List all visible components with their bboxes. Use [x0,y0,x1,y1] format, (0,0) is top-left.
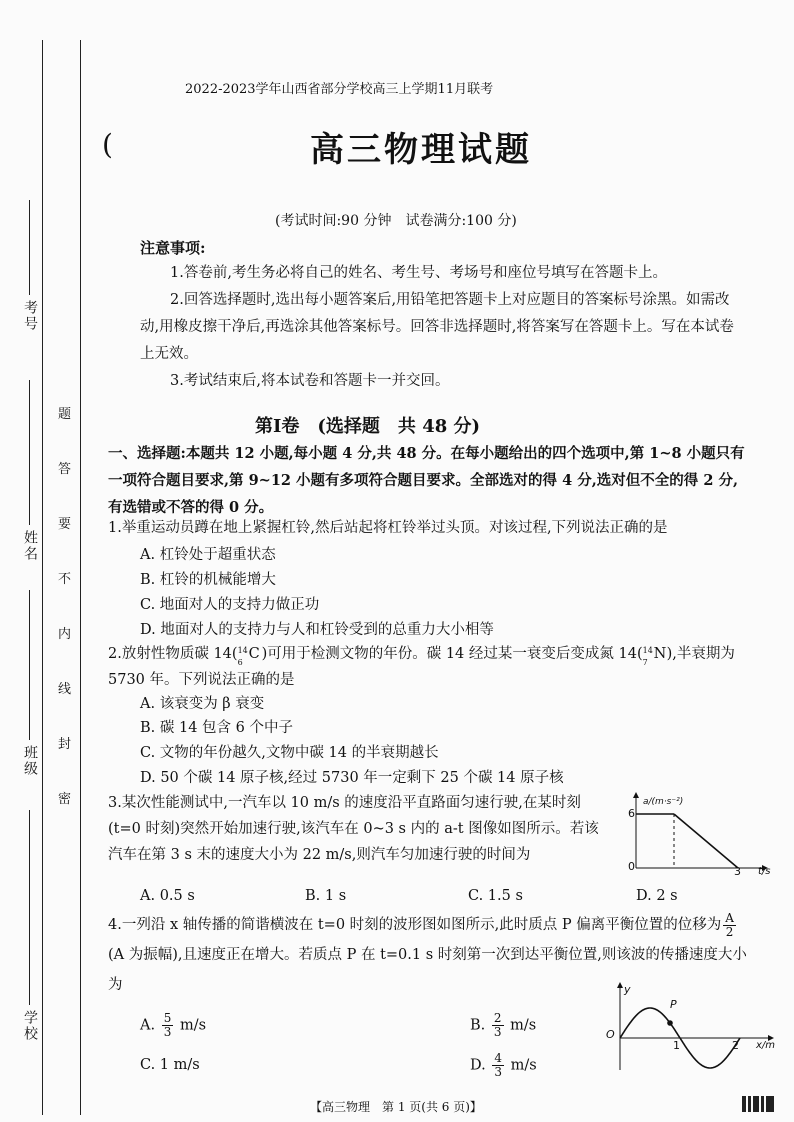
option-unit: m/s [510,1017,537,1034]
seal-char: 内 [58,627,72,642]
q1-stem: 1.举重运动员蹲在地上紧握杠铃,然后站起将杠铃举过头顶。对该过程,下列说法正确的是 [108,520,668,536]
xingming-label: 姓名 [22,530,38,562]
q3-option-c: C. 1.5 s [468,888,523,904]
seal-char: 要 [58,517,72,532]
fraction-den: 2 [725,924,734,939]
q2-option-d: D. 50 个碳 14 原子核,经过 5730 年一定剩下 25 个碳 14 原子核 [140,770,564,786]
q4-option-b [470,1012,536,1039]
q4-ylabel: y [624,983,631,996]
q2-option-c: C. 文物的年份越久,文物中碳 14 的半衰期越长 [140,745,439,761]
q2-stem-c: ),半衰期为 5730 年。下列说法正确的是 [108,646,735,688]
q4-displacement-fraction [723,912,736,939]
q3-y-tick: 6 [628,807,635,820]
carbon-symbol: C [248,646,260,662]
q4-option-d [470,1052,537,1079]
note-item-3: 3.考试结束后,将本试卷和答题卡一并交回。 [170,373,450,389]
carbon-number: 6 [237,658,243,667]
q1-option-b: B. 杠铃的机械能增大 [140,572,276,588]
q4-stem-a: 4.一列沿 x 轴传播的简谐横波在 t=0 时刻的波形图如图所示,此时质点 P 偏离平衡位置的位移为 [108,917,722,933]
q2-stem [108,641,748,693]
fraction-den: 3 [494,1065,502,1079]
margin-line-outer [42,40,43,1115]
seal-char: 线 [58,682,72,697]
q4-xlabel: x/m [756,1040,776,1051]
q4-option-c [140,1057,200,1073]
xuexiao-line [29,810,30,1005]
seal-column [58,400,74,820]
option-text: 1 m/s [159,1057,200,1073]
q2-stem-a: 2.放射性物质碳 14( [108,646,238,662]
seal-char: 密 [58,792,72,807]
option-label: C. [140,1057,156,1073]
q3-ylabel: a/(m·s⁻²) [643,797,684,807]
q4-origin: O [606,1028,615,1041]
xingming-line [29,380,30,525]
q3-option-d: D. 2 s [636,888,678,904]
bracket-mark: ( [102,128,113,161]
fraction-den: 3 [163,1025,172,1039]
q4-tick-1: 1 [673,1039,680,1052]
fraction-den: 3 [493,1025,502,1039]
nitrogen-number: 7 [642,658,648,667]
q2-option-b: B. 碳 14 包含 6 个中子 [140,720,293,736]
notes-heading: 注意事项: [140,239,206,257]
banji-line [29,590,30,740]
q4-tick-2: 2 [732,1039,739,1052]
page-footer: 【高三物理 第 1 页(共 6 页)】 [310,1100,482,1114]
fraction-num: A [725,910,734,925]
q2-stem-b: )可用于检测文物的年份。碳 14 经过某一衰变后变成氮 14( [261,646,643,662]
q1-option-a: A. 杠铃处于超重状态 [140,547,276,563]
seal-char: 题 [58,407,72,422]
section-instruction: 一、选择题:本题共 12 小题,每小题 4 分,共 48 分。在每小题给出的四个选项中,第 1~8 小题只有一项符合题目要求,第 9~12 小题有多项符合题目要求。全部选对的得 4 分,选对但不全的得 2 分,有选错或不答的得 0 分。 [108,445,745,516]
option-label: B. [470,1017,486,1034]
option-fraction [492,1052,504,1079]
option-unit: m/s [179,1017,207,1034]
q1-option-d: D. 地面对人的支持力与人和杠铃受到的总重力大小相等 [140,622,494,638]
q3-option-b: B. 1 s [305,888,347,904]
q1-option-c: C. 地面对人的支持力做正功 [140,597,320,613]
fraction-num: 2 [493,1011,502,1025]
fraction-num: 5 [163,1011,172,1025]
margin-line-inner [80,40,81,1115]
kaohao-line [29,200,30,295]
option-label: D. [470,1057,486,1074]
q4-stem-b: (A 为振幅),且速度正在增大。若质点 P 在 t=0.1 s 时刻第一次到达平衡位置,则该波的传播速度大小为 [108,947,747,993]
nitrogen-symbol: N [653,646,667,662]
option-fraction [492,1012,504,1039]
q3-stem: 3.某次性能测试中,一汽车以 10 m/s 的速度沿平直路面匀速行驶,在某时刻(t=0 时刻)突然开始加速行驶,该汽车在 0~3 s 内的 a-t 图像如图所示。若该汽车在第 3 s 末的速度大小为 22 m/s,则汽车匀加速行驶的时间为 [108,795,599,863]
q4-point-label: P [670,998,677,1011]
q3-xlabel: t/s [758,866,771,877]
banji-label: 班级 [22,745,38,777]
point-p [667,1020,673,1026]
option-unit: m/s [510,1057,537,1074]
option-fraction [162,1012,174,1039]
q2-option-a: A. 该衰变为 β 衰变 [140,696,265,712]
carbon-mass: 14 [237,646,248,655]
xuexiao-label: 学校 [22,1010,38,1042]
note-item-1: 1.答卷前,考生务必将自己的姓名、考生号、考场号和座位号填写在答题卡上。 [170,265,667,281]
option-label: A. [140,1017,156,1034]
corner-mark [742,1096,782,1112]
nitrogen-mass: 14 [642,646,653,655]
nitrogen-isotope [642,644,667,667]
time-info: (考试时间:90 分钟 试卷满分:100 分) [275,213,517,229]
seal-char: 不 [58,572,72,587]
page-title: 高三物理试题 [310,130,532,170]
q3-option-a: A. 0.5 s [140,888,195,904]
carbon-isotope [237,644,262,667]
seal-char: 答 [58,462,72,477]
note-item-2: 2.回答选择题时,选出每小题答案后,用铅笔把答题卡上对应题目的答案标号涂黑。如需改动,用橡皮擦干净后,再选涂其他答案标号。回答非选择题时,将答案写在答题卡上。写在本试卷上无效。 [140,292,734,362]
exam-name: 2022-2023学年山西省部分学校高三上学期11月联考 [185,82,494,97]
fraction-num: 4 [494,1051,502,1065]
q4-option-a [140,1012,206,1039]
section-title: 第Ⅰ卷 (选择题 共 48 分) [255,416,481,437]
seal-char: 封 [58,737,72,752]
q3-origin: 0 [628,860,635,873]
kaohao-label: 考号 [22,300,38,332]
q3-x-tick: 3 [734,865,741,878]
